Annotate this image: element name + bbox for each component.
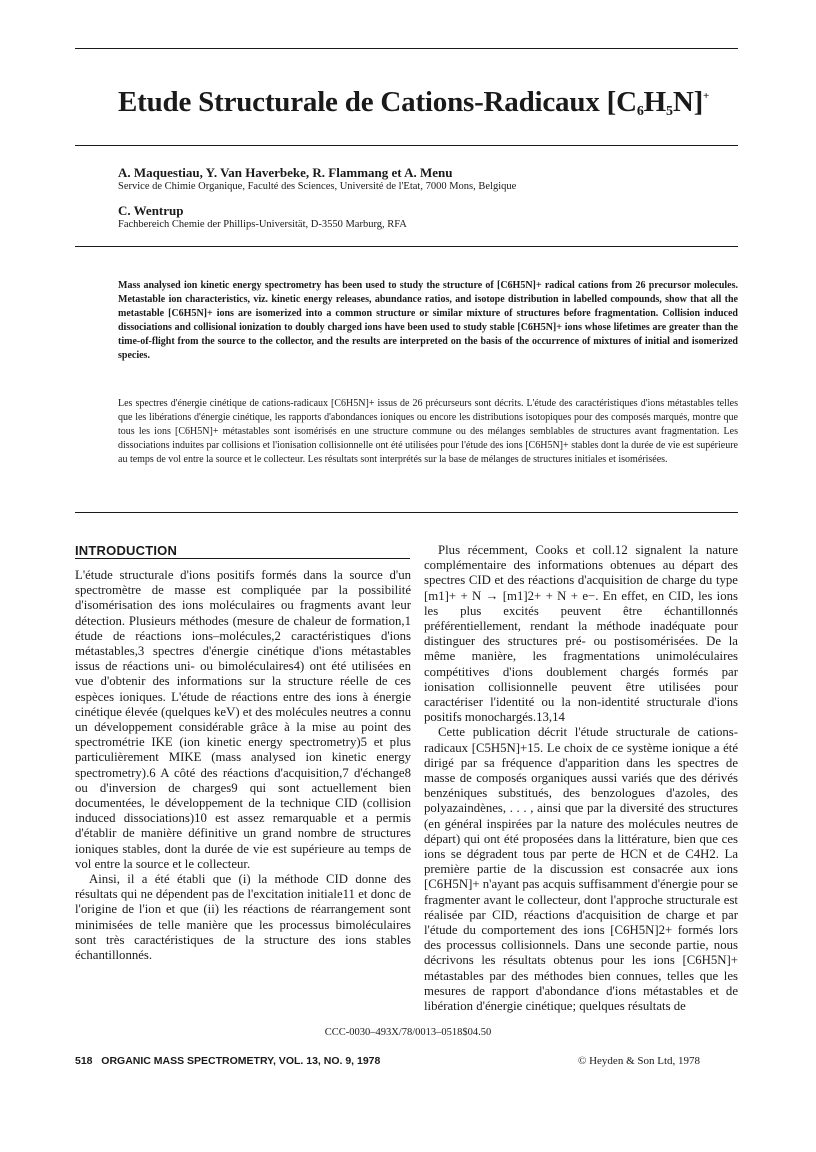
title-text: Etude Structurale de Cations-Radicaux — [118, 86, 607, 118]
copyright-notice: © Heyden & Son Ltd, 1978 — [578, 1055, 701, 1067]
heading-rule — [75, 558, 410, 559]
top-rule — [75, 48, 738, 49]
paragraph: Cette publication décrit l'étude structurale de cations-radicaux [C5H5N]+15. Le choix de ce système ionique a été dirigé par sa fréquence d'apparition dans les spectres de masse de composés organiques aussi variés que des dérivés benzéniques substitués, des benzologues d'azoles, des polyazaindènes, . . . , ainsi que par la diversité des structures (en général inspirées par la nature des molécules neutres de départ) qui ont été proposées dans la littérature, bien que ces ions se dégradent tous par perte de HCN et de C4H2. La première partie de la discussion est consacrée aux ions [C6H5N]+ n'ayant pas acquis suffisamment d'énergie pour se fragmenter avant le collecteur, dont l'approche structurale est réalisée par CID, réactions d'acquisition de charge et par l'étude du comportement des ions [C6H5N]2+ formés lors des processus collisionnels. Dans une seconde partie, nous décrivons les résultats obtenus pour les ions [C6H5N]+ métastables par des méthodes bien connues, telles que les mesures de rapport d'abondance d'ions métastables et de libération d'énergie cinétique; quelques résultats de — [424, 725, 738, 1014]
right-column — [424, 543, 738, 1014]
title-formula: $[C_6H_5N]^+$ — [606, 86, 710, 119]
journal-citation: 518 ORGANIC MASS SPECTROMETRY, VOL. 13, NO. 9, 1978 — [75, 1055, 381, 1067]
authors-rule — [75, 246, 738, 247]
left-column — [75, 568, 411, 963]
copyright-code: CCC-0030–493X/78/0013–0518$04.50 — [324, 1027, 492, 1038]
title-rule — [75, 145, 738, 146]
paragraph: Ainsi, il a été établi que (i) la méthode CID donne des résultats qui ne dépendent pas de l'excitation initiale11 et donc de l'origine de l'ion et que (ii) les réactions de réarrangement sont minimisées de telle manière que les processus bimoléculaires sont très caractéristiques de la structure des ions stables échantillonnés. — [75, 872, 411, 963]
paper-title — [118, 86, 738, 120]
paragraph: L'étude structurale d'ions positifs formés dans la source d'un spectromètre de masse est compliquée par la possibilité d'isomérisation des ions moléculaires ou fragments avant leur détection. Plusieurs méthodes (mesure de chaleur de formation,1 étude de réactions ions–molécules,2 caractéristiques d'ions métastables,3 spectres d'énergie cinétique d'ions métastables issus de réactions uni- ou bimoléculaires4) ont été utilisées en vue d'obtenir des informations sur la structure réelle de ces espèces ioniques. L'étude de réactions entre des ions à énergie cinétique élevée (quelques keV) et des molécules neutres a connu un développement considérable grâce à la mise au point des spectrométrie IKE (ion kinetic energy spectrometry)5 et plus particulièrement MIKE (mass analysed ion kinetic energy spectrometry).6 A côté des réactions d'acquisition,7 d'échange8 ou d'inversion de charges9 qui sont actuellement bien documentées, le développement de la technique CID (collision induced dissociations)10 est assez remarquable et a permis d'établir de manière définitive un grand nombre de structures ioniques stables, dont la durée de vie est supérieure au temps de vol entre la source et le collecteur. — [75, 568, 411, 871]
abstract-rule — [75, 512, 738, 513]
affiliation-1: Service de Chimie Organique, Faculté des Sciences, Université de l'Etat, 7000 Mons, Belgique — [118, 181, 517, 192]
affiliation-2: Fachbereich Chemie der Phillips-Universität, D-3550 Marburg, RFA — [118, 219, 407, 230]
paragraph: Plus récemment, Cooks et coll.12 signalent la nature complémentaire des informations obtenues au départ des spectres CID et des réactions d'acquisition de charge du type [m1]+ + N → [m1]2+ + N + e−. En effet, en CID, les ions les plus excités peuvent être échantillonnés préférentiellement, rendant la méthode inadéquate pour distinguer des structures pré- ou postisomérisées. De la même manière, les fragmentations unimoléculaires compétitives d'ions doublement chargés formés par ionisation collisionnelle peuvent être utilisées pour caractériser l'identité ou la non-identité structurale d'ions positifs monochargés.13,14 — [424, 543, 738, 725]
section-heading: INTRODUCTION — [75, 543, 178, 558]
abstract-french: Les spectres d'énergie cinétique de cations-radicaux [C6H5N]+ issus de 26 précurseurs sont décrits. L'étude des caractéristiques d'ions métastables telles que les libérations d'énergie cinétique, les rapports d'abondances ioniques ou encore les distributions isotopiques pour des composés marqués, montre que tous les ions [C6H5N]+ métastables sont isomérisés en une structure commune ou des mélanges semblables de structures avant fragmentation. Les dissociations induites par collisions et l'ionisation collisionnelle ont été utilisées pour l'étude des ions [C6H5N]+ stables dont la durée de vie est supérieure au temps de vol entre la source et le collecteur. Les résultats sont interprétés sur la base de mélanges de structures initiales et isomérisées. — [118, 398, 738, 465]
abstract-english: Mass analysed ion kinetic energy spectrometry has been used to study the structure of [C6H5N]+ radical cations from 26 precursor molecules. Metastable ion characteristics, viz. kinetic energy releases, abundance ratios, and isotope distribution in labelled compounds, show that all the metastable [C6H5N]+ ions are isomerized into a common structure or similar mixture of structures before fragmentation. Collision induced dissociations and collisional ionization to doubly charged ions have been used to study stable [C6H5N]+ ions whose lifetimes are greater than the time-of-flight from the source to the collector, and the results are interpreted on the basis of the occurrence of mixtures of initial and isomerized species. — [118, 280, 738, 362]
author-group-2: C. Wentrup — [118, 203, 184, 218]
author-group-1: A. Maquestiau, Y. Van Haverbeke, R. Flammang et A. Menu — [118, 165, 453, 180]
